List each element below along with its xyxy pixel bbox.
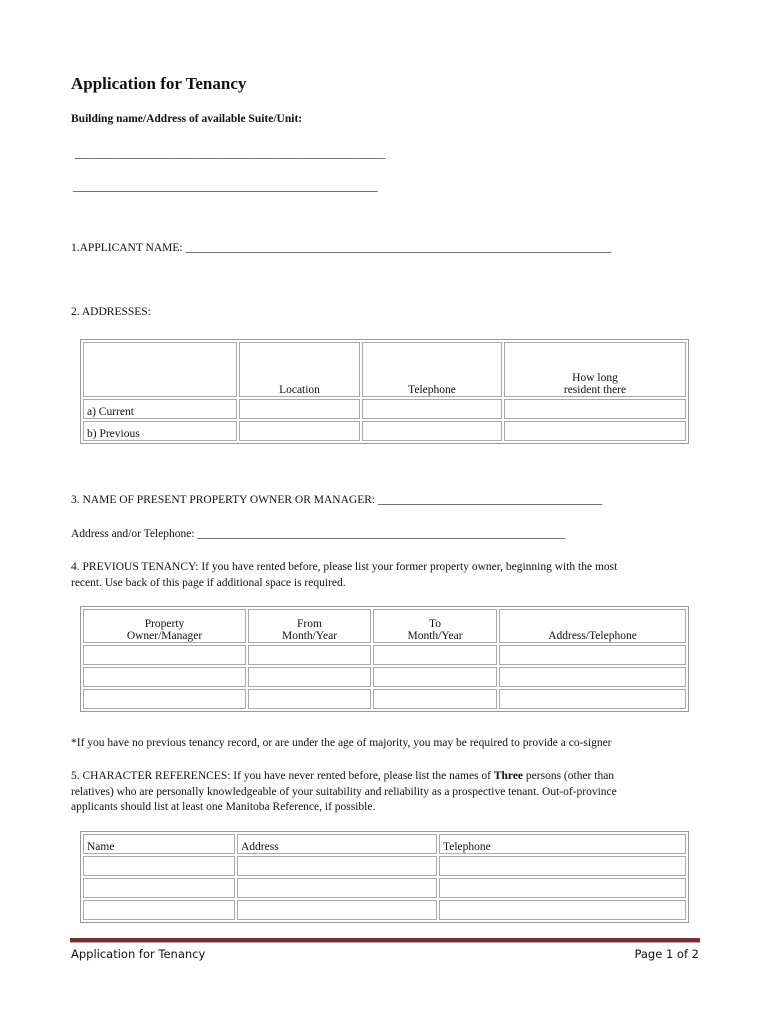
header-cell-to (373, 609, 497, 643)
input-cell[interactable] (504, 421, 686, 441)
header-cell-name: Name (83, 834, 235, 854)
to-header-line2: Month/Year (407, 630, 463, 642)
from-header-line1: From (297, 618, 322, 630)
input-cell[interactable] (504, 399, 686, 419)
input-cell[interactable] (499, 667, 686, 687)
table-row (83, 667, 686, 687)
building-address-line-2[interactable]: _____________________________________________________ (73, 181, 378, 193)
building-address-line-1[interactable]: ______________________________________________________ (75, 148, 386, 160)
input-cell[interactable] (373, 689, 497, 709)
owner-header-line2: Owner/Manager (126, 630, 203, 642)
applicant-name-field[interactable] (71, 242, 611, 254)
how-long-line1: How long (572, 372, 618, 384)
input-cell[interactable] (83, 667, 246, 687)
table-row (83, 856, 686, 876)
table-row (83, 421, 686, 441)
how-long-line2: resident there (563, 384, 627, 396)
input-cell[interactable] (239, 421, 360, 441)
co-signer-note: *If you have no previous tenancy record, or are under the age of majority, you may be required to provide a co-signer (71, 737, 612, 749)
input-cell[interactable] (499, 645, 686, 665)
input-cell[interactable] (439, 900, 686, 920)
input-cell[interactable] (83, 689, 246, 709)
header-cell-telephone: Telephone (362, 342, 502, 397)
to-header-line1: To (429, 618, 441, 630)
addresses-table (80, 339, 689, 444)
header-cell-how-long (504, 342, 686, 397)
row-label-current: a) Current (83, 399, 237, 419)
input-cell[interactable] (83, 900, 235, 920)
input-cell[interactable] (248, 667, 371, 687)
table-row (83, 689, 686, 709)
previous-tenancy-instructions (71, 560, 691, 591)
references-line3: applicants should list at least one Manitoba Reference, if possible. (71, 801, 376, 813)
references-table (80, 831, 689, 923)
addresses-heading: 2. ADDRESSES: (71, 306, 151, 318)
input-cell[interactable] (83, 878, 235, 898)
header-cell-blank (83, 342, 237, 397)
header-cell-telephone: Telephone (439, 834, 686, 854)
references-line1-start: 5. CHARACTER REFERENCES: If you have never rented before, please list the names of (71, 770, 494, 782)
table-header-row (83, 834, 686, 854)
owner-manager-label: 3. NAME OF PRESENT PROPERTY OWNER OR MANAGER: (71, 494, 376, 506)
header-cell-from (248, 609, 371, 643)
input-cell[interactable] (373, 645, 497, 665)
applicant-name-blank[interactable]: __________________________________________________________________________ (185, 242, 611, 254)
previous-tenancy-line1: 4. PREVIOUS TENANCY: If you have rented before, please list your former property owner, beginning with the most (71, 561, 618, 573)
footer-page-number: Page 1 of 2 (634, 947, 699, 961)
from-header-line2: Month/Year (281, 630, 338, 642)
owner-address-field[interactable] (71, 528, 565, 540)
header-cell-location: Location (239, 342, 360, 397)
footer-divider (70, 938, 700, 943)
previous-tenancy-table (80, 606, 689, 712)
header-cell-owner (83, 609, 246, 643)
input-cell[interactable] (239, 399, 360, 419)
owner-address-blank[interactable]: ________________________________________________________________ (197, 528, 566, 540)
input-cell[interactable] (499, 689, 686, 709)
table-header-row (83, 609, 686, 643)
table-header-row (83, 342, 686, 397)
footer-document-title: Application for Tenancy (71, 947, 206, 961)
document-title: Application for Tenancy (71, 74, 247, 93)
input-cell[interactable] (248, 645, 371, 665)
header-cell-address: Address (237, 834, 437, 854)
references-instructions (71, 769, 691, 816)
references-line1-end: persons (other than (523, 770, 615, 782)
table-row (83, 878, 686, 898)
owner-manager-field[interactable] (71, 494, 602, 506)
references-line1 (71, 769, 691, 785)
owner-header-line1: Property (144, 618, 185, 630)
row-label-previous: b) Previous (83, 421, 237, 441)
references-line2: relatives) who are personally knowledgeable of your suitability and reliability as a prospective tenant. Out-of-province (71, 785, 617, 798)
table-row (83, 900, 686, 920)
input-cell[interactable] (237, 900, 437, 920)
input-cell[interactable] (373, 667, 497, 687)
header-cell-address-telephone: Address/Telephone (499, 609, 686, 643)
references-three: Three (493, 770, 524, 782)
input-cell[interactable] (237, 856, 437, 876)
input-cell[interactable] (439, 856, 686, 876)
input-cell[interactable] (439, 878, 686, 898)
table-row (83, 645, 686, 665)
owner-address-label: Address and/or Telephone: (71, 528, 195, 540)
input-cell[interactable] (362, 399, 502, 419)
applicant-name-label: 1.APPLICANT NAME: (71, 242, 183, 254)
input-cell[interactable] (83, 645, 246, 665)
input-cell[interactable] (362, 421, 502, 441)
previous-tenancy-line2: recent. Use back of this page if additional space is required. (71, 576, 346, 589)
input-cell[interactable] (248, 689, 371, 709)
input-cell[interactable] (83, 856, 235, 876)
owner-manager-blank[interactable]: _______________________________________ (377, 494, 603, 506)
building-address-label: Building name/Address of available Suite/Unit: (71, 113, 303, 125)
table-row (83, 399, 686, 419)
input-cell[interactable] (237, 878, 437, 898)
